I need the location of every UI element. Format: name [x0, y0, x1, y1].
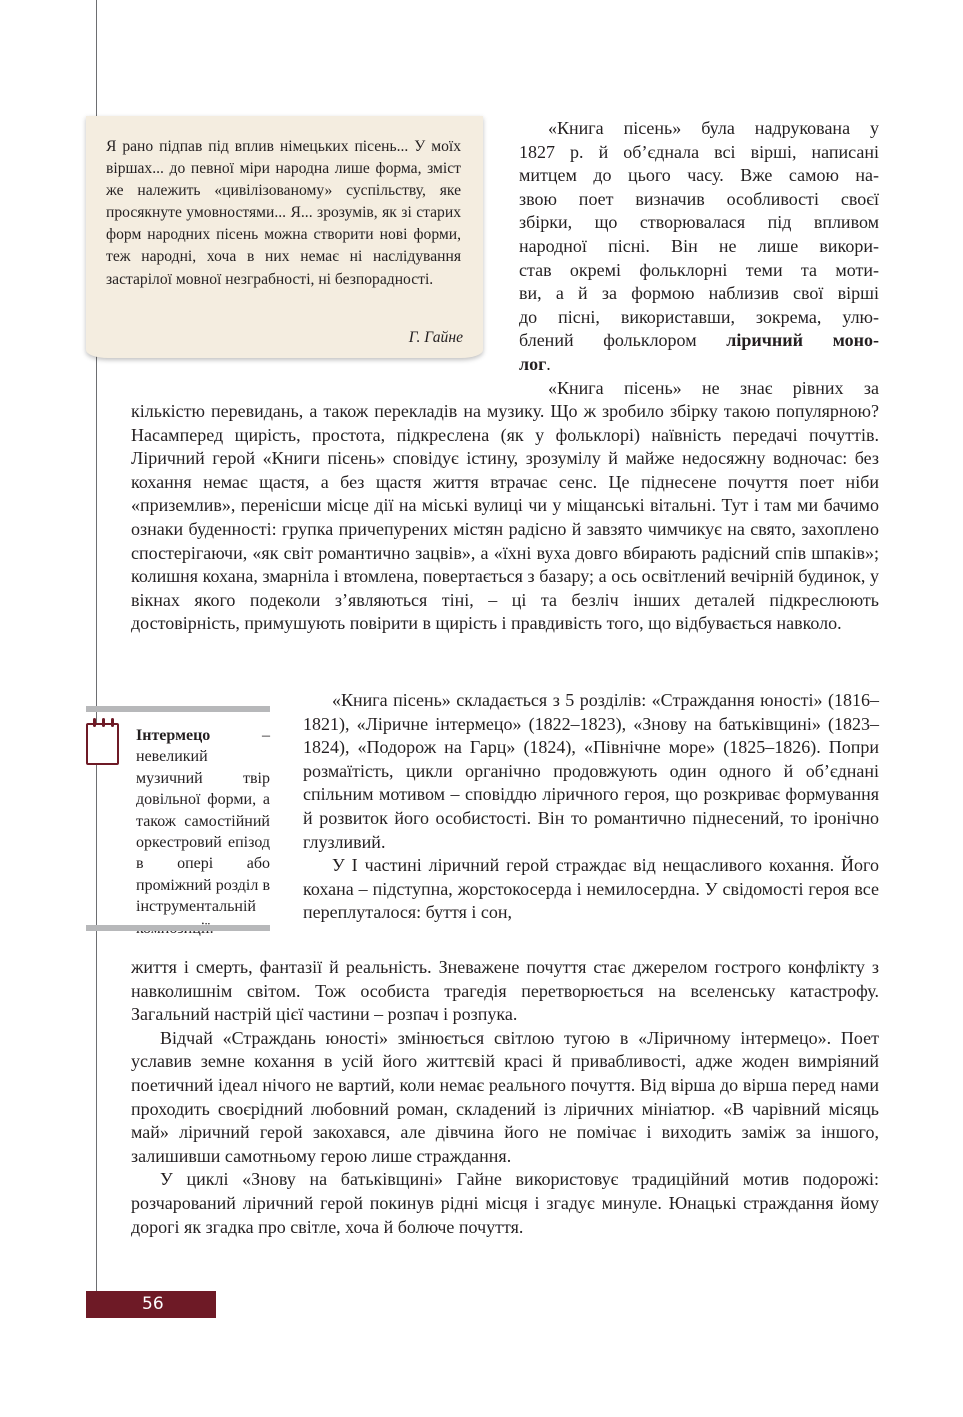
text-line: збірки, що створювалася під впливом — [519, 212, 879, 233]
paragraph: У I частині ліричний герой страждає від нещасливого кохання. Його кохана – підступна, жорстокосерда і немилосердна. У свідомості героя все переплуталося: буття і сон, — [303, 855, 879, 923]
text-line: митцем до цього часу. Вже самою на- — [519, 165, 879, 186]
body-text-column-1 — [519, 117, 879, 400]
term-top-bar — [86, 706, 270, 712]
text-line — [519, 353, 879, 377]
term-title: Інтермецо — [136, 727, 211, 744]
body-text-full-2 — [131, 956, 879, 1239]
text-fragment: . — [546, 353, 551, 374]
term-bottom-bar — [86, 925, 270, 931]
page-number: 56 — [142, 1294, 164, 1314]
text-fragment: блений фольклором — [519, 330, 727, 351]
bold-term: лог — [519, 353, 547, 374]
text-line: звою поет визначив особливості своєї — [519, 188, 879, 209]
paragraph: життя і смерть, фантазії й реальність. Зневажене почуття стає джерелом гострого конфлікту з навколишнім світом. Тож особиста трагедія перетворюється на вселенську катастрофу. Загальний настрій цієї частини – розпач і розпука. — [131, 957, 879, 1025]
paragraph: У циклі «Знову на батьківщині» Гайне використовує традиційний мотив подорожі: розчарований ліричний герой покинув рідні місця і згадує минуле. Юнацькі страждання йому дорогі як згадка про світле, хоча й болюче почуття. — [131, 1169, 879, 1237]
term-box — [86, 717, 270, 925]
quote-text: Я рано підпав під вплив німецьких пісень... У моїх віршах... до певної міри народна лише форма, зміст же належить «цивілізованому» суспільству, яке просякнуте умовностями... Я... зрозумів, як зі старих форм народних пісень можна створити нові форми, теж народні, хоча в них немає ні наслідування застарілої мовної незграбності, ні безпорадності. — [106, 138, 461, 288]
text-line: народної пісні. Він не лише викори- — [519, 235, 879, 256]
paragraph: «Книга пісень» складається з 5 розділів: «Страждання юності» (1816–1821), «Ліричне інтермецо» (1822–1823), «Знову на батьківщині» (1823–1824), «Подорож на Гарц» (1824), «Північне море» (1825–1826). Попри розмаїтість, цикли органічно продовжують один одного й об’єднані спільним мотивом – сповіддю ліричного героя, що розкриває формування й розвиток його особистості. Він то романтично піднесений, то іронічно глузливий. — [303, 690, 879, 852]
text-line: «Книга пісень» була надрукована у — [548, 118, 879, 138]
paragraph: Відчай «Страждань юності» змінюється світлою тугою в «Ліричному інтермецо». Поет уславив земне кохання в усій його життєвій красі й привабливості, адже жоден вимріяний поетичний ідеал нічого не вартий, коли немає реального почуття. Від вірша до вірша перед нами проходить своєрідний любовний роман, складений із ліричних мініатюр. «В чарівний місяць май» ліричний герой закохався, але дівчина його не помічає і виходить заміж за іншого, залишивши самотньому герою лише страждання. — [131, 1027, 879, 1166]
text-line: 1827 р. й об’єднала всі вірші, написані — [519, 141, 879, 162]
body-text-full-1 — [131, 400, 879, 636]
term-definition — [86, 725, 270, 939]
text-line — [519, 329, 879, 353]
term-definition-text: невеликий музичний твір довільної форми, а також самостійний оркестровий епізод в опері або проміжний розділ в інструментальній — [136, 748, 270, 916]
text-line: до пісні, використавши, зокрема, улю- — [519, 306, 879, 327]
body-text-column-2 — [303, 689, 879, 925]
term-dash: – — [262, 727, 270, 744]
text-line: «Книга пісень» не знає рівних за — [548, 377, 879, 398]
quote-author: Г. Гайне — [408, 329, 463, 346]
paragraph: кількістю перевидань, а також перекладів на музику. Що ж зробило збірку такою популярною? Насамперед щирість, простота, підкреслена (як у фольклорі) наївність передачі почуттів. Ліричний герой «Книги пісень» сповідує істину, зрозумілу й майже недосяжну водночас: без кохання немає щастя, а без щастя життя втрачає сенс. Це піднесене почуття поет ніби «приземлив», перенісши місце дії на міські вулиці чи у міщанські вітальні. Тут і там ми бачимо ознаки буденності: групка причепурених містян радісно й завзято чимчикує на свято, захоплено спостерігаючи, «як світ романтично зацвів», а «їхні вуха довго вбирають радісний спів шпаків»; колишня кохана, змарніла і втомлена, повертається з базару; а ось освітлений вечірній будинок, у вікнах якого подеколи з’являються тіні, – ці та безліч інших деталей підкреслюють достовірність, примушують повірити в щирість і правдивість того, що відбувається навколо. — [131, 401, 879, 634]
text-line: став окремі фольклорні теми та моти- — [519, 259, 879, 280]
page-number-tab — [86, 1291, 216, 1318]
bold-term: ліричний моно- — [726, 330, 879, 351]
text-line: ви, а й за формою наблизив свої вірші — [519, 283, 879, 304]
quote-box — [86, 116, 483, 358]
